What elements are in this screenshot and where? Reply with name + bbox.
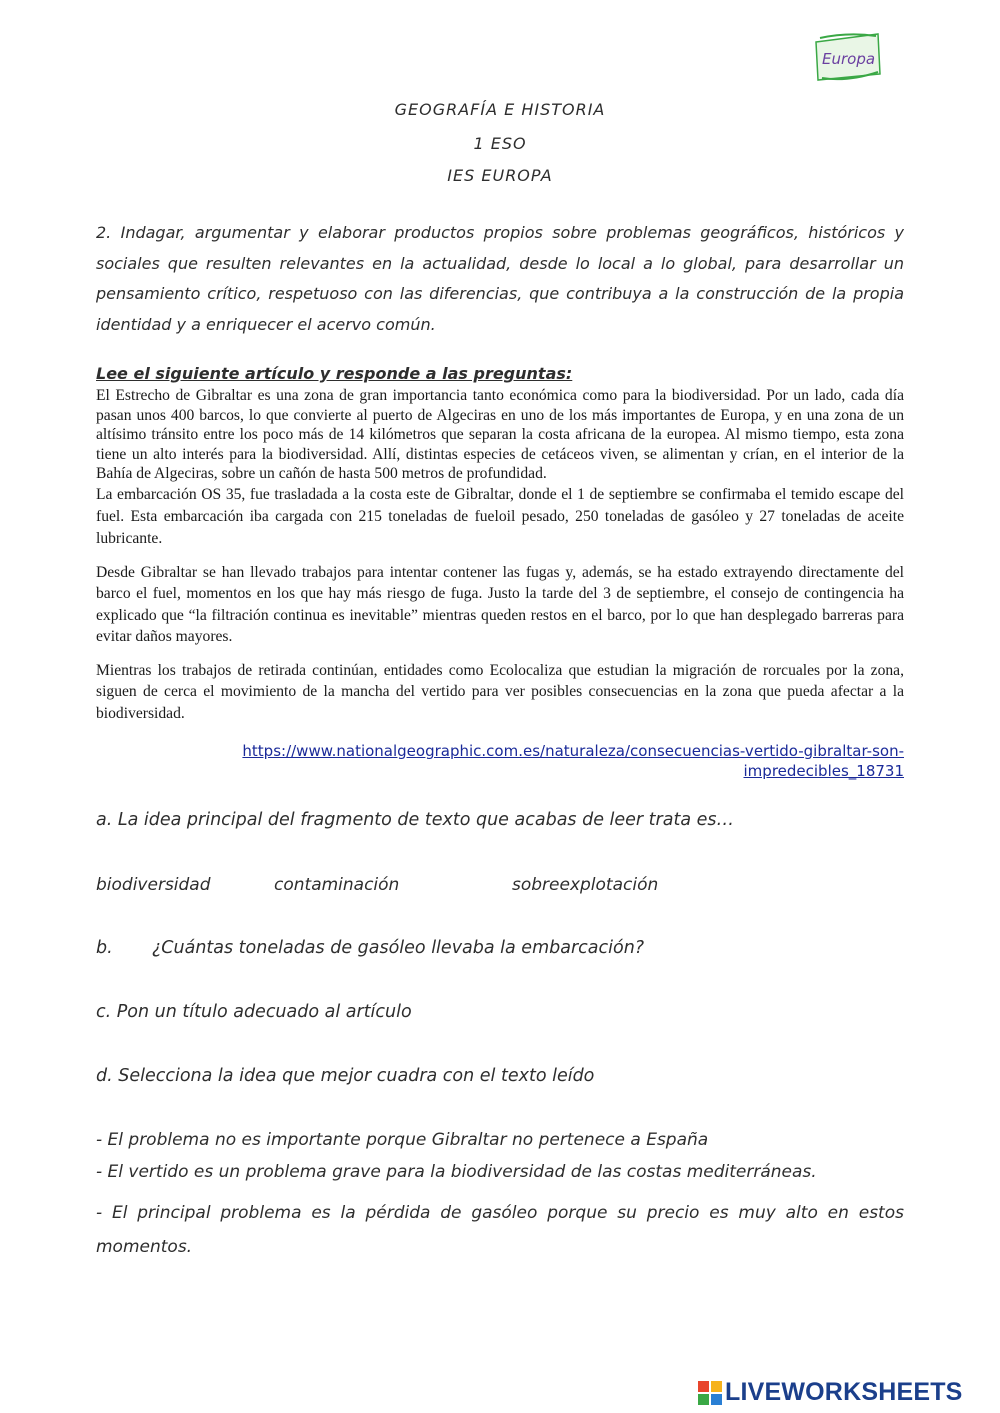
option-biodiversidad[interactable]: biodiversidad [96, 875, 211, 895]
article-paragraph-2: La embarcación OS 35, fue trasladada a la costa este de Gibraltar, donde el 1 de septiembre se confirmaba el temido escape del fuel. Esta embarcación iba cargada con 215 toneladas de fueloil pesado, 250 toneladas de gasóleo y 27 toneladas de aceite lubricante. [96, 485, 904, 547]
brand-name: LIVEWORKSHEETS [725, 1378, 963, 1406]
article-paragraph-1: El Estrecho de Gibraltar es una zona de gran importancia tanto económica como para la biodiversidad. Por un lado, cada día pasan unos 400 barcos, lo que convierte al puerto de Algeciras en uno de los más importantes de Europa, y en una zona de un altísimo tránsito entre los poco más de 14 kilómetros que separan la costa africana de la europea. Al mismo tiempo, esta zona tiene un alto interés para la biodiversidad. Allí, distintas especies de cetáceos viven, se alimentan y crían, en el interior de la Bahía de Algeciras, sobre un cañón de hasta 500 metros de profundidad. [96, 387, 904, 482]
source-link[interactable]: https://www.nationalgeographic.com.es/naturaleza/consecuencias-vertido-gibraltar-son-impredecibles_18731 [242, 742, 904, 780]
source-citation [96, 741, 904, 781]
article-paragraph-4: Mientras los trabajos de retirada continúan, entidades como Ecolocaliza que estudian la migración de rorcuales por la zona, siguen de cerca el movimiento de la mancha del vertido para ver posibles consecuencias en la zona que pueda afectar a la biodiversidad. [96, 661, 904, 722]
option-contaminacion[interactable]: contaminación [274, 875, 400, 895]
question-b-text: ¿Cuántas toneladas de gasóleo llevaba la embarcación? [152, 938, 645, 958]
course-level: 1 ESO [473, 134, 527, 153]
answer-choice-3[interactable]: - El principal problema es la pérdida de gasóleo porque su precio es muy alto en estos momentos. [96, 1203, 904, 1257]
liveworksheets-brand [698, 1378, 963, 1408]
logo-text: Europa [822, 50, 876, 68]
question-b-label: b. [96, 938, 113, 958]
question-c: c. Pon un título adecuado al artículo [96, 1002, 412, 1022]
subject-title: GEOGRAFÍA E HISTORIA [394, 100, 606, 119]
school-logo [808, 30, 884, 84]
answer-choice-2[interactable]: - El vertido es un problema grave para la biodiversidad de las costas mediterráneas. [96, 1162, 817, 1182]
liveworksheets-logo-icon [698, 1381, 722, 1405]
europa-logo-icon [808, 30, 884, 84]
answer-choice-1[interactable]: - El problema no es importante porque Gibraltar no pertenece a España [96, 1130, 709, 1150]
competency-statement: 2. Indagar, argumentar y elaborar productos propios sobre problemas geográficos, históricos y sociales que resulten relevantes en la actualidad, desde lo local a lo global, para desarrollar un pensamiento crítico, respetuoso con las diferencias, que contribuya a la construcción de la propia identidad y a enriquecer el acervo común. [96, 223, 904, 334]
question-d: d. Selecciona la idea que mejor cuadra con el texto leído [96, 1066, 595, 1086]
question-b [96, 938, 644, 958]
article-paragraph-3: Desde Gibraltar se han llevado trabajos para intentar contener las fugas y, además, se ha estado extrayendo directamente del barco el fuel, momentos en los que hay más riesgo de fuga. Justo la tarde del 3 de septiembre, el consejo de contingencia ha explicado que “la filtración continua es inevitable” mientras queden restos en el barco, por lo que han desplegado barreras para evitar daños mayores. [96, 563, 904, 645]
school-name: IES EUROPA [447, 166, 553, 185]
article-text [96, 386, 904, 724]
question-a: a. La idea principal del fragmento de texto que acabas de leer trata es… [96, 810, 734, 830]
option-sobreexplotacion[interactable]: sobreexplotación [512, 875, 659, 895]
instruction-heading: Lee el siguiente artículo y responde a las preguntas: [96, 364, 573, 383]
